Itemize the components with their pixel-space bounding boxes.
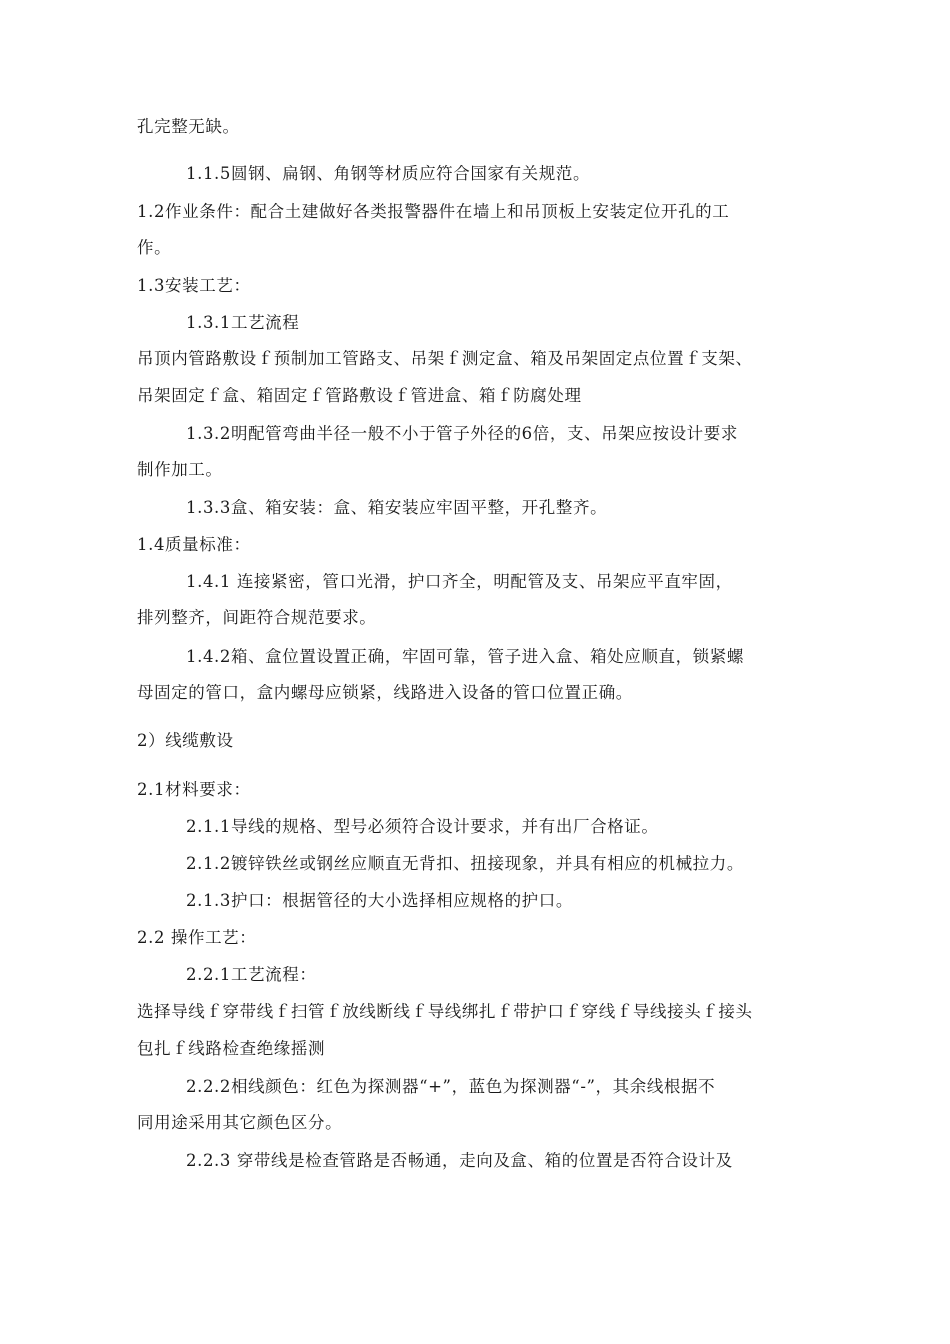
text-line: 2.2 操作工艺：: [137, 928, 257, 947]
text-line: 作。: [137, 238, 172, 257]
text-line: 孔完整无缺。: [137, 117, 240, 136]
text-line: 包扎ｆ线路检查绝缘摇测: [137, 1039, 326, 1058]
text-line: 2.1.2镀锌铁丝或钢丝应顺直无背扣、扭接现象，并具有相应的机械拉力。: [186, 854, 744, 873]
text-line: 2.1.3护口：根据管径的大小选择相应规格的护口。: [186, 891, 573, 910]
text-line: 排列整齐，间距符合规范要求。: [137, 608, 377, 627]
text-line: 1.1.5圆钢、扁钢、角钢等材质应符合国家有关规范。: [186, 164, 591, 183]
text-line: 1.4.1 连接紧密，管口光滑，护口齐全，明配管及支、吊架应平直牢固，: [186, 572, 733, 591]
text-line: 1.3.2明配管弯曲半径一般不小于管子外径的6倍，支、吊架应按设计要求: [186, 424, 738, 443]
text-line: 2.1.1导线的规格、型号必须符合设计要求，并有出厂合格证。: [186, 817, 659, 836]
text-line: 1.3.3盒、箱安装：盒、箱安装应牢固平整，开孔整齐。: [186, 498, 608, 517]
text-line: 2.2.3 穿带线是检查管路是否畅通，走向及盒、箱的位置是否符合设计及: [186, 1151, 733, 1170]
text-line: 选择导线ｆ穿带线ｆ扫管ｆ放线断线ｆ导线绑扎ｆ带护口ｆ穿线ｆ导线接头ｆ接头: [137, 1002, 753, 1021]
text-line: 2.2.2相线颜色：红色为探测器“+”，蓝色为探测器“-”，其余线根据不: [186, 1077, 716, 1096]
text-line: 1.3安装工艺：: [137, 276, 251, 295]
text-line: 母固定的管口，盒内螺母应锁紧，线路进入设备的管口位置正确。: [137, 683, 633, 702]
text-line: 2.1材料要求：: [137, 780, 251, 799]
text-line: 1.4质量标准：: [137, 535, 251, 554]
text-line: 同用途采用其它颜色区分。: [137, 1113, 343, 1132]
text-line: 2.2.1工艺流程：: [186, 965, 317, 984]
text-line: 吊架固定ｆ盒、箱固定ｆ管路敷设ｆ管进盒、箱ｆ防腐处理: [137, 386, 582, 405]
text-line: 1.2作业条件：配合土建做好各类报警器件在墙上和吊顶板上安装定位开孔的工: [137, 202, 730, 221]
text-line: 2）线缆敷设: [137, 731, 234, 750]
text-line: 1.4.2箱、盒位置设置正确，牢固可靠，管子进入盒、箱处应顺直，锁紧螺: [186, 647, 744, 666]
text-line: 吊顶内管路敷设ｆ预制加工管路支、吊架ｆ测定盒、箱及吊架固定点位置ｆ支架、: [137, 349, 753, 368]
text-line: 1.3.1工艺流程: [186, 313, 300, 332]
text-line: 制作加工。: [137, 460, 223, 479]
